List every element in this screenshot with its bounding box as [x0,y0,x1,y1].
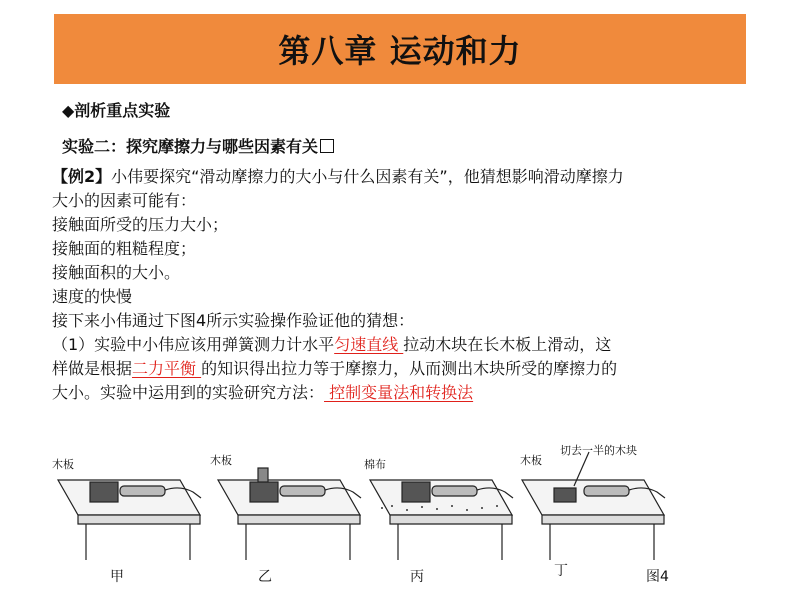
q1-text-e: 大小。实验中运用到的实验研究方法： [52,383,325,402]
panel-jia-drawing [58,480,201,560]
title-banner [54,14,746,84]
factor-2: 接触面的粗糙程度； [52,239,197,258]
panel-4-surface-label: 木板 [520,454,542,467]
factor-1: 接触面所受的压力大小； [52,215,229,234]
example-line-1 [52,166,624,188]
question-1-line-3 [52,382,473,404]
answer-blank-2: 二力平衡 [132,359,202,378]
panel-ding-drawing [522,452,665,560]
panel-2-label: 乙 [258,569,272,585]
panel-3-surface-label: 棉布 [364,458,386,471]
question-1-line-1 [52,334,611,356]
panel-4-note: 切去一半的木块 [560,444,637,457]
example-intro-1: 小伟要探究“滑动摩擦力的大小与什么因素有关”，他猜想影响滑动摩擦力 [111,167,624,186]
question-1-line-2 [52,358,617,380]
answer-blank-3: 控制变量法和转换法 [324,383,474,402]
answer-blank-1: 匀速直线 [334,335,404,354]
factor-4: 速度的快慢 [52,287,133,306]
example-tag: 【例2】 [52,167,112,186]
panel-4-label: 丁 [554,563,568,579]
q1-text-b: 拉动木块在长木板上滑动，这 [403,335,612,354]
figure-4 [50,440,690,590]
panel-1-surface-label: 木板 [52,458,74,471]
q1-text-c: 样做是根据 [52,359,133,378]
q1-text-d: 的知识得出拉力等于摩擦力，从而测出木块所受的摩擦力的 [201,359,618,378]
q1-text-a: （1）实验中小伟应该用弹簧测力计水平 [52,335,335,354]
figure-caption: 图4 [646,569,669,585]
panel-2-surface-label: 木板 [210,454,232,467]
section-heading: ◆剖析重点实验 [62,101,171,120]
panel-1-label: 甲 [110,569,124,585]
panel-bing-drawing [370,480,513,560]
panel-yi-drawing [218,468,361,560]
experiment-title [62,136,334,158]
experiment-title-text: 实验二：探究摩擦力与哪些因素有关 [62,137,319,156]
panel-3-label: 丙 [410,569,424,585]
example-intro-2: 大小的因素可能有： [52,191,197,210]
page-title: 第八章 运动和力 [278,32,522,70]
next-line: 接下来小伟通过下图4所示实验操作验证他的猜想： [52,311,415,330]
checkbox-glyph [320,139,334,153]
factor-3: 接触面积的大小。 [52,263,181,282]
